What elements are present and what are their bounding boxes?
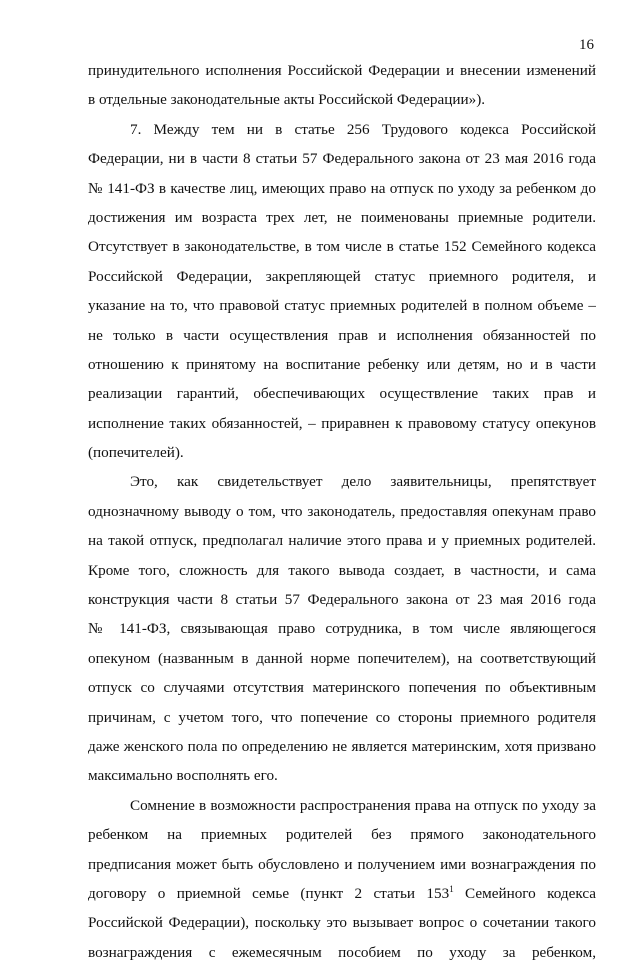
text-line: № 141-ФЗ в качестве лиц, имеющих право на отпуск по уходу за ребенком до (88, 179, 596, 197)
paragraph-first-line: 7. Между тем ни в статье 256 Трудового кодекса Российской (130, 120, 596, 138)
text-line: в отдельные законодательные акты Российской Федерации»). (88, 91, 486, 109)
text-line: № 141-ФЗ, связывающая право сотрудника, в том числе являющегося (88, 620, 596, 638)
text-line: исполнение таких обязанностей, – приравнен к правовому статусу опекунов (88, 414, 596, 432)
text-line: на такой отпуск, предполагал наличие этого права и у приемных родителей. (88, 532, 596, 550)
text-line: даже женского пола по определению не является материнским, хотя призвано (88, 737, 596, 755)
text-line: указание на то, что правовой статус приемных родителей в полном объеме – (88, 297, 596, 315)
text-line: предписания может быть обусловлено и получением ими вознаграждения по (88, 855, 596, 873)
paragraph-first-line: Сомнение в возможности распространения права на отпуск по уходу за (130, 796, 596, 814)
text-line: принудительного исполнения Российской Федерации и внесении изменений (88, 62, 596, 79)
text-line: Кроме того, сложность для такого вывода создает, в частности, и сама (88, 561, 596, 579)
body-text (88, 56, 596, 967)
text-line: достижения им возраста трех лет, не поименованы приемные родители. (88, 208, 596, 226)
text-segment: договору о приемной семье (пункт 2 статьи 153 (88, 884, 450, 902)
text-line: не только в части осуществления прав и исполнения обязанностей по (88, 326, 596, 344)
text-line: однозначному выводу о том, что законодатель, предоставляя опекунам право (88, 502, 596, 520)
text-line: Федерации, ни в части 8 статьи 57 Федерального закона от 23 мая 2016 года (88, 150, 596, 168)
text-line: опекуном (названным в данной норме попечителем), на соответствующий (88, 649, 596, 667)
superscript: 1 (449, 883, 454, 894)
text-line: реализации гарантий, обеспечивающих осуществление таких прав и (88, 385, 596, 403)
text-line: конструкция части 8 статьи 57 Федерального закона от 23 мая 2016 года (88, 591, 596, 609)
text-line: Российской Федерации), поскольку это вызывает вопрос о сочетании такого (88, 914, 596, 932)
text-line: максимально восполнять его. (88, 767, 278, 785)
text-line: Российской Федерации, закрепляющей статус приемного родителя, и (88, 267, 596, 285)
text-line: Отсутствует в законодательстве, в том числе в статье 152 Семейного кодекса (88, 238, 596, 256)
text-line: причинам, с учетом того, что попечение со стороны приемного родителя (88, 708, 596, 726)
text-line: отпуск со случаями отсутствия материнского попечения по объективным (88, 679, 596, 697)
text-segment: Семейного кодекса (453, 884, 596, 902)
paragraph-first-line: Это, как свидетельствует дело заявительницы, препятствует (130, 473, 596, 491)
text-line: (попечителей). (88, 444, 184, 462)
page-number: 16 (579, 37, 594, 53)
text-line-with-superscript (88, 879, 596, 908)
text-line: отношению к принятому на воспитание ребенку или детям, но и в части (88, 355, 596, 373)
text-line: вознаграждения с ежемесячным пособием по уходу за ребенком, (88, 943, 596, 961)
text-line: ребенком на приемных родителей без прямого законодательного (88, 826, 596, 844)
